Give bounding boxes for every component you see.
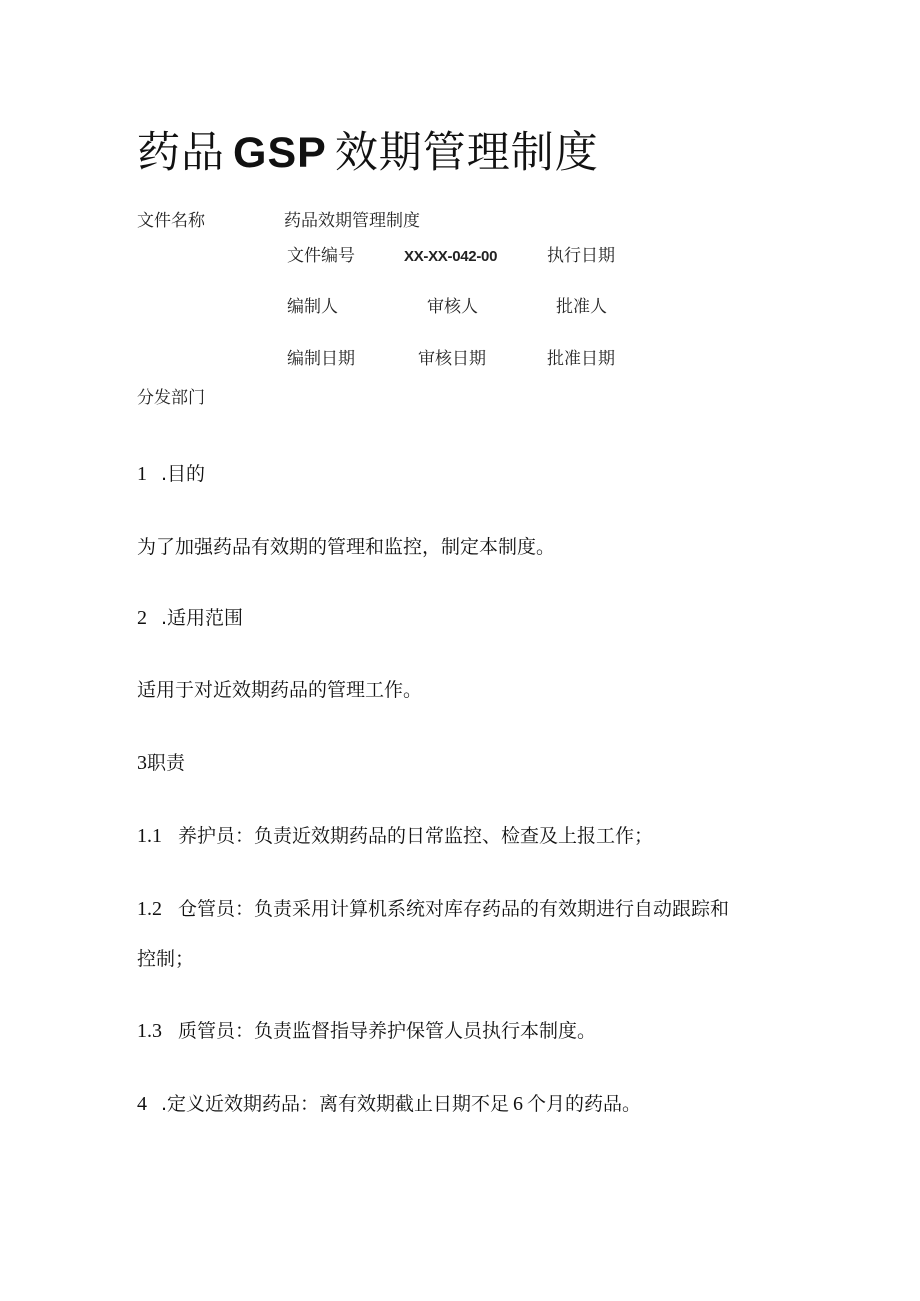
section-3-2 xyxy=(137,896,729,922)
section-1-title: .目的 xyxy=(161,463,206,485)
section-4-months: 6 xyxy=(513,1093,524,1115)
section-3-number: 3 xyxy=(137,752,147,774)
title-gsp: GSP xyxy=(233,129,327,177)
section-1-heading xyxy=(137,461,205,487)
title-suffix: 效期管理制度 xyxy=(334,128,599,178)
section-4 xyxy=(137,1091,641,1117)
reviewer-label: 审核人 xyxy=(427,297,478,317)
section-2-title: .适用范围 xyxy=(161,607,244,629)
section-3-1-text: 养护员：负责近效期药品的日常监控、检查及上报工作； xyxy=(178,825,654,847)
page-title xyxy=(137,126,599,180)
section-4-text-a: .定义近效期药品：离有效期截止日期不足 xyxy=(161,1093,510,1115)
section-3-3-number: 1.3 xyxy=(137,1020,162,1042)
file-number-label: 文件编号 xyxy=(287,246,355,266)
compile-date-label: 编制日期 xyxy=(287,349,355,369)
section-3-2-text-line2: 控制； xyxy=(137,948,195,970)
effective-date-label: 执行日期 xyxy=(547,246,615,266)
section-3-3-text: 质管员：负责监督指导养护保管人员执行本制度。 xyxy=(178,1020,597,1042)
section-1-number: 1 xyxy=(137,463,147,485)
section-3-1-number: 1.1 xyxy=(137,825,162,847)
compiler-label: 编制人 xyxy=(287,297,338,317)
file-name-label: 文件名称 xyxy=(137,211,205,231)
section-2-body: 适用于对近效期药品的管理工作。 xyxy=(137,679,423,701)
approve-date-label: 批准日期 xyxy=(547,349,615,369)
section-2-heading xyxy=(137,605,243,631)
section-4-text-b: 个月的药品。 xyxy=(527,1093,642,1115)
review-date-label: 审核日期 xyxy=(418,349,486,369)
section-2-number: 2 xyxy=(137,607,147,629)
section-3-title: 职责 xyxy=(147,752,186,774)
section-3-3 xyxy=(137,1018,596,1044)
approver-label: 批准人 xyxy=(556,297,607,317)
section-3-2-number: 1.2 xyxy=(137,898,162,920)
section-4-number: 4 xyxy=(137,1093,147,1115)
file-number-value: XX-XX-042-00 xyxy=(404,248,498,265)
file-name-value: 药品效期管理制度 xyxy=(284,211,420,231)
section-3-heading xyxy=(137,750,185,776)
section-1-body: 为了加强药品有效期的管理和监控，制定本制度。 xyxy=(137,536,556,558)
section-3-2-text-line1: 仓管员：负责采用计算机系统对库存药品的有效期进行自动跟踪和 xyxy=(178,898,730,920)
section-3-1 xyxy=(137,823,653,849)
distribution-label: 分发部门 xyxy=(137,388,205,408)
title-prefix: 药品 xyxy=(137,128,225,178)
